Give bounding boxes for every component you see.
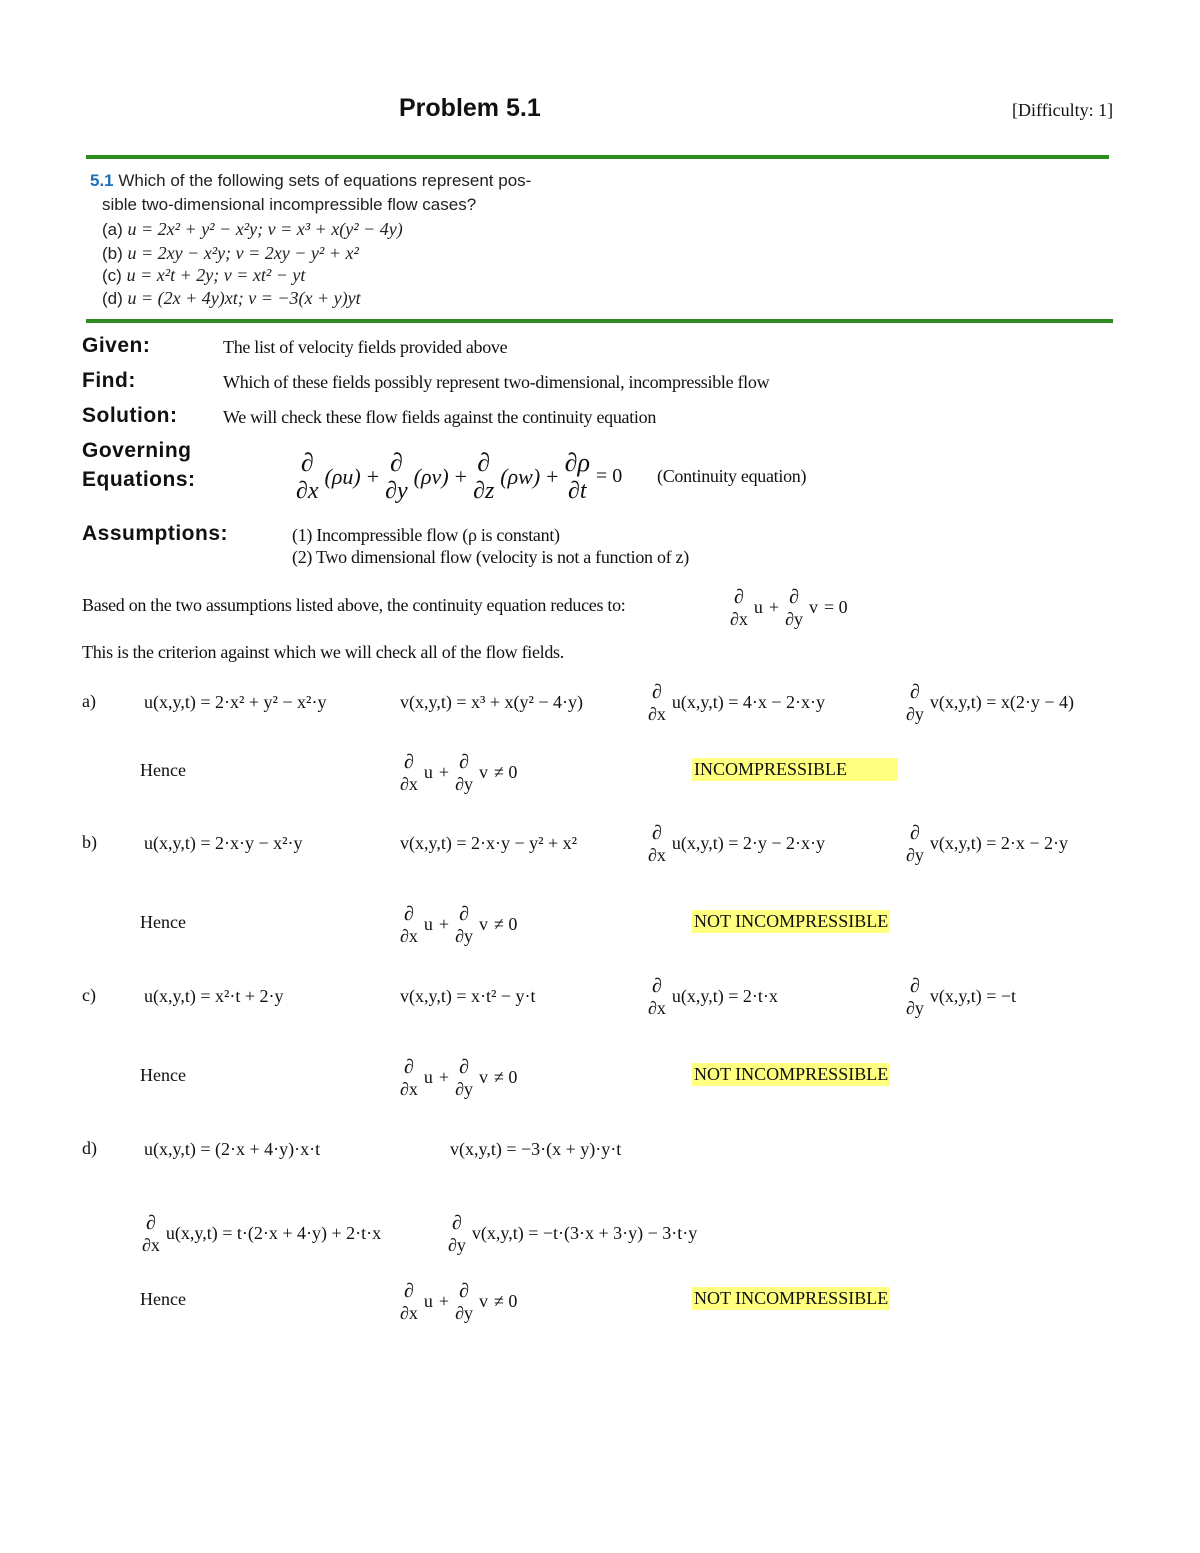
- solution-label: Solution:: [82, 404, 178, 427]
- case-b-dv: ∂ ∂y v(x,y,t) = 2·x − 2·y: [906, 822, 1069, 865]
- option-d: [102, 288, 361, 309]
- case-c-du: ∂ ∂x u(x,y,t) = 2·t·x: [648, 975, 778, 1018]
- top-divider: [86, 155, 1109, 159]
- criterion-text: This is the criterion against which we will check all of the flow fields.: [82, 642, 564, 662]
- find-label: Find:: [82, 369, 136, 392]
- case-d-hence: Hence: [140, 1289, 186, 1309]
- fraction: ∂ ∂x: [730, 586, 748, 629]
- problem-line-1: [90, 171, 531, 191]
- reduced-equation: ∂ ∂x u + ∂ ∂y v = 0: [730, 586, 848, 629]
- option-label: (d): [102, 289, 123, 308]
- case-b-hence: Hence: [140, 912, 186, 932]
- case-d-dv: ∂ ∂y v(x,y,t) = −t·(3·x + 3·y) − 3·t·y: [448, 1212, 698, 1255]
- case-d-u: u(x,y,t) = (2·x + 4·y)·x·t: [144, 1139, 321, 1159]
- option-text: u = (2x + 4y)xt; v = −3(x + y)yt: [127, 288, 361, 308]
- option-label: (c): [102, 266, 122, 285]
- case-b-check: ∂ ∂x u + ∂ ∂y v ≠ 0: [400, 903, 518, 946]
- governing-label-2: Equations:: [82, 468, 196, 491]
- case-a-u: u(x,y,t) = 2·x² + y² − x²·y: [144, 692, 327, 712]
- fraction: ∂ ∂z: [473, 448, 495, 504]
- continuity-note: (Continuity equation): [657, 466, 807, 486]
- fraction: ∂ρ ∂t: [564, 448, 590, 504]
- fraction: ∂ ∂y: [385, 448, 408, 504]
- option-label: (b): [102, 244, 123, 263]
- case-d-check: ∂ ∂x u + ∂ ∂y v ≠ 0: [400, 1280, 518, 1323]
- case-c-label: c): [82, 985, 96, 1005]
- option-text: u = x²t + 2y; v = xt² − yt: [126, 265, 306, 285]
- problem-question-1: Which of the following sets of equations represent pos-: [118, 171, 532, 190]
- option-text: u = 2xy − x²y; v = 2xy − y² + x²: [127, 243, 359, 263]
- difficulty-label: [Difficulty: 1]: [1012, 100, 1114, 120]
- case-b-u: u(x,y,t) = 2·x·y − x²·y: [144, 833, 303, 853]
- bottom-divider: [86, 319, 1113, 323]
- assumption-2: (2) Two dimensional flow (velocity is not a function of z): [292, 547, 689, 567]
- solution-text: We will check these flow fields against the continuity equation: [223, 407, 657, 427]
- option-a: [102, 219, 403, 240]
- page-title: Problem 5.1: [399, 94, 541, 122]
- case-a-result: INCOMPRESSIBLE: [692, 758, 898, 781]
- fraction: ∂ ∂y: [785, 586, 803, 629]
- case-c-u: u(x,y,t) = x²·t + 2·y: [144, 986, 284, 1006]
- case-b-v: v(x,y,t) = 2·x·y − y² + x²: [400, 833, 578, 853]
- reduction-text: Based on the two assumptions listed above, the continuity equation reduces to:: [82, 595, 626, 615]
- given-text: The list of velocity fields provided above: [223, 337, 508, 357]
- case-c-result: NOT INCOMPRESSIBLE: [694, 1064, 889, 1084]
- case-a-check: ∂ ∂x u + ∂ ∂y v ≠ 0: [400, 751, 518, 794]
- case-c-hence: Hence: [140, 1065, 186, 1085]
- case-b-result: NOT INCOMPRESSIBLE: [694, 911, 889, 931]
- problem-number: 5.1: [90, 171, 114, 190]
- case-d-du: ∂ ∂x u(x,y,t) = t·(2·x + 4·y) + 2·t·x: [142, 1212, 382, 1255]
- option-text: u = 2x² + y² − x²y; v = x³ + x(y² − 4y): [127, 219, 403, 239]
- assumptions-label: Assumptions:: [82, 522, 229, 545]
- given-label: Given:: [82, 334, 151, 357]
- continuity-equation: ∂ ∂x (ρu) + ∂ ∂y (ρv) + ∂ ∂z (ρw) + ∂ρ ∂t = 0: [296, 448, 623, 504]
- case-d-label: d): [82, 1138, 97, 1158]
- case-a-dv: ∂ ∂y v(x,y,t) = x(2·y − 4): [906, 681, 1075, 724]
- case-c-dv: ∂ ∂y v(x,y,t) = −t: [906, 975, 1017, 1018]
- case-a-label: a): [82, 691, 96, 711]
- governing-label-1: Governing: [82, 439, 192, 462]
- find-text: Which of these fields possibly represent two-dimensional, incompressible flow: [223, 372, 770, 392]
- problem-question-2: sible two-dimensional incompressible flow cases?: [102, 195, 477, 214]
- case-d-result: NOT INCOMPRESSIBLE: [694, 1288, 889, 1308]
- case-a-du: ∂ ∂x u(x,y,t) = 4·x − 2·x·y: [648, 681, 826, 724]
- case-d-v: v(x,y,t) = −3·(x + y)·y·t: [450, 1139, 622, 1159]
- case-c-v: v(x,y,t) = x·t² − y·t: [400, 986, 536, 1006]
- case-b-du: ∂ ∂x u(x,y,t) = 2·y − 2·x·y: [648, 822, 826, 865]
- assumption-1: (1) Incompressible flow (ρ is constant): [292, 525, 560, 545]
- case-c-check: ∂ ∂x u + ∂ ∂y v ≠ 0: [400, 1056, 518, 1099]
- option-label: (a): [102, 220, 123, 239]
- case-a-hence: Hence: [140, 760, 186, 780]
- case-b-label: b): [82, 832, 97, 852]
- option-b: [102, 243, 359, 264]
- option-c: [102, 265, 305, 286]
- fraction: ∂ ∂x: [296, 448, 319, 504]
- case-a-v: v(x,y,t) = x³ + x(y² − 4·y): [400, 692, 584, 712]
